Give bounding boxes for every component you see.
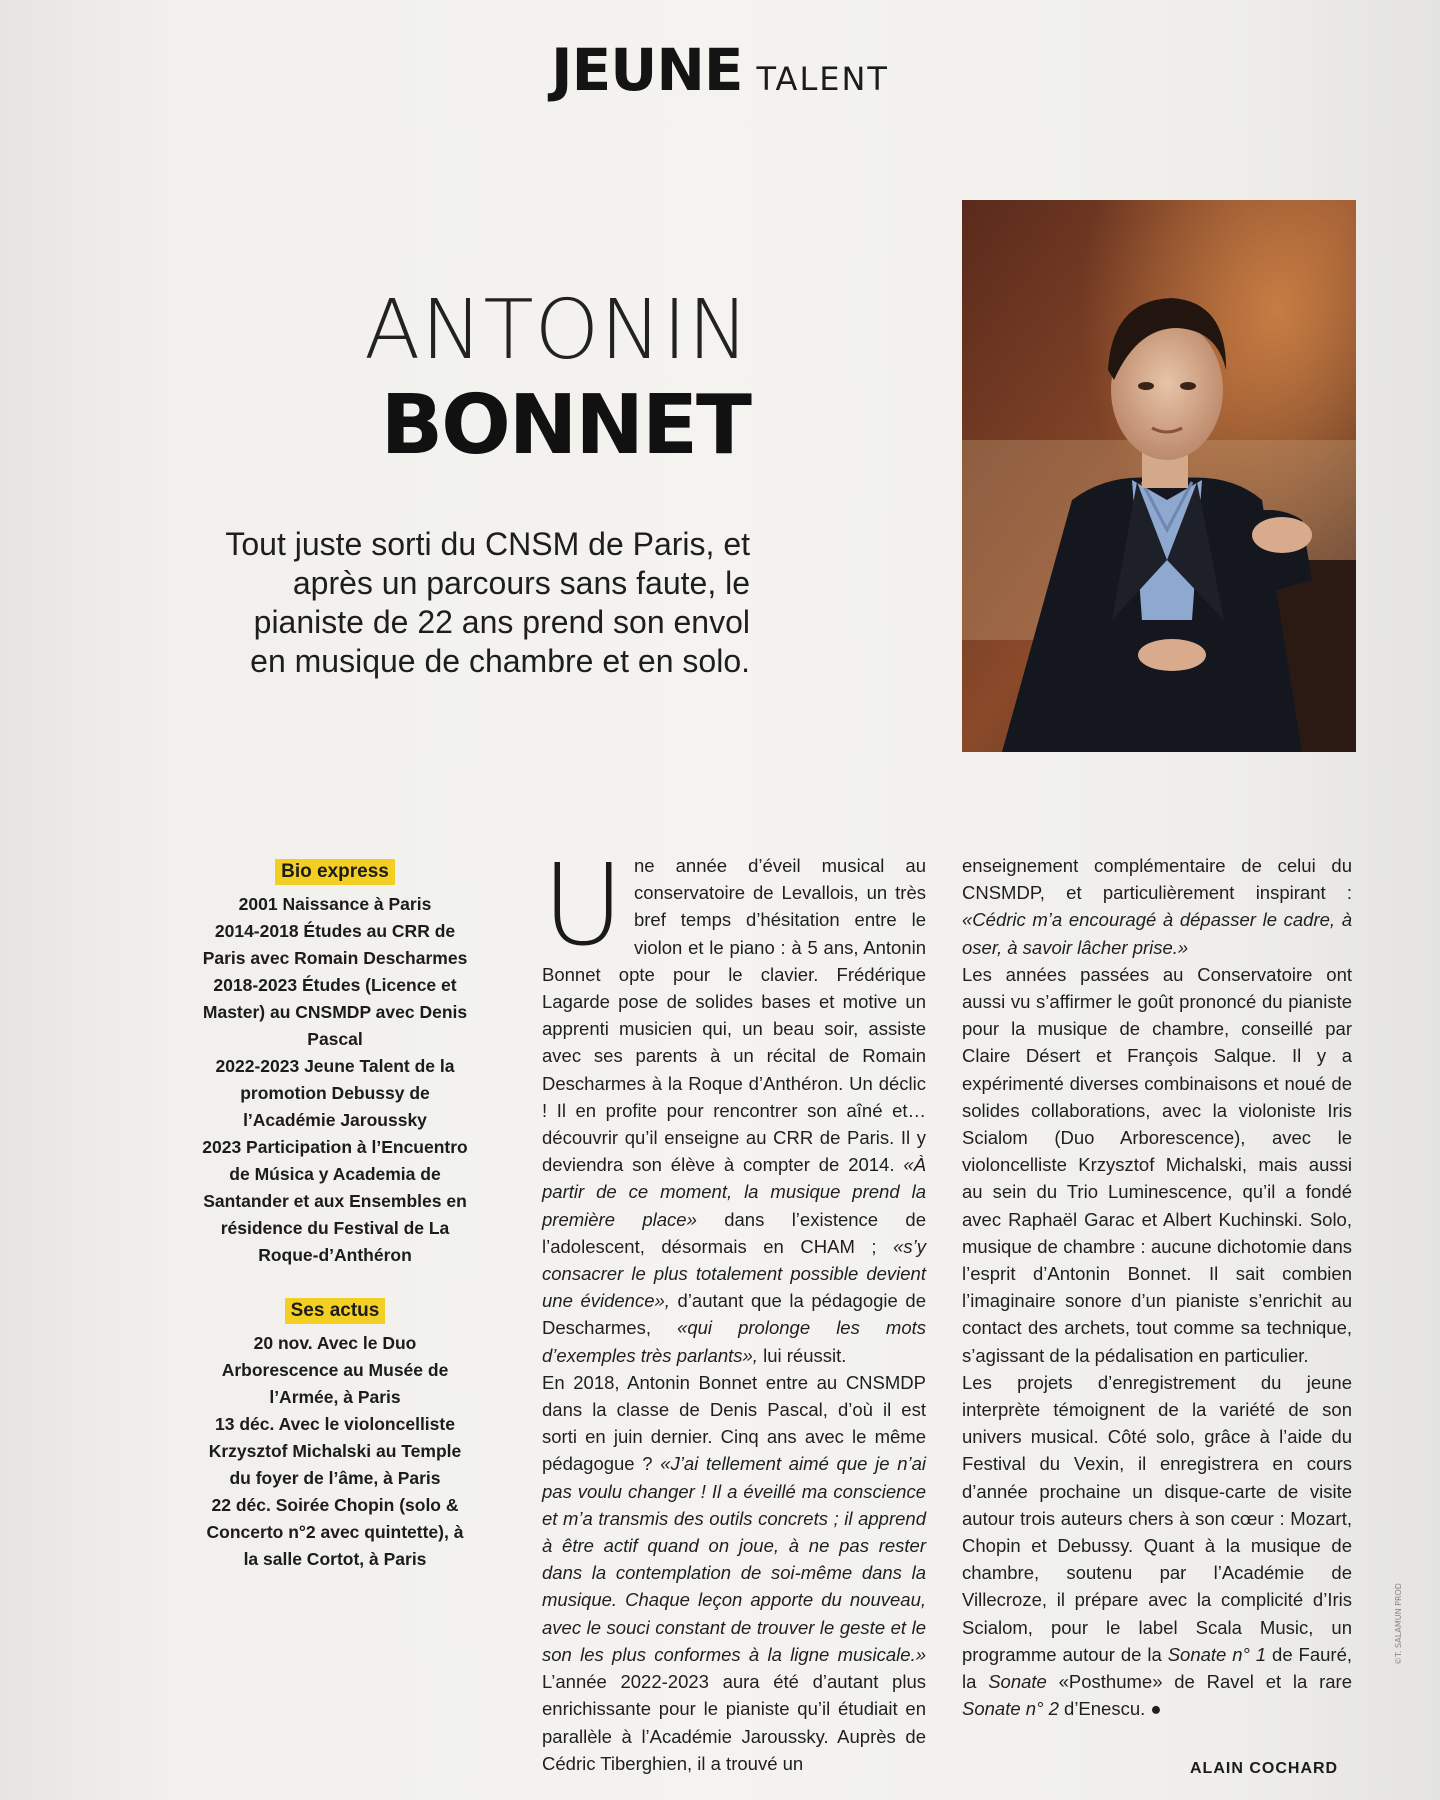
actus-line: 22 déc. Soirée Chopin (solo & Concerto n°2 avec quintette), à la salle Cortot, à Paris bbox=[206, 1495, 464, 1569]
drop-cap: U bbox=[542, 841, 624, 971]
bio-line: 2001 Naissance à Paris bbox=[238, 894, 432, 914]
article-paragraph: Une année d’éveil musical au conservatoire de Levallois, un très bref temps d’hésitation entre le violon et le piano : à 5 ans, Antonin Bonnet opte pour le clavier. Frédérique Lagarde pose de solides bases et motive un apprenti musicien qui, un beau soir, assiste avec ses parents à un récital de Romain Descharmes à la Roque d’Anthéron. Un déclic ! Il en profite pour rencontrer son aîné et… découvrir qu’il enseigne au CRR de Paris. Il y deviendra son élève à compter de 2014. «À partir de ce moment, la musique prend la première place» dans l’existence de l’adolescent, désormais en CHAM ; «s’y consacrer le plus totalement possible devient une évidence», d’autant que la pédagogie de Descharmes, «qui prolonge les mots d’exemples très parlants», lui réussit. bbox=[542, 841, 927, 1366]
actus-line: 20 nov. Avec le Duo Arborescence au Musée de l’Armée, à Paris bbox=[221, 1333, 449, 1407]
photo-credit: ©T. SALAMUN PROD bbox=[1394, 1583, 1403, 1665]
article-column-right bbox=[962, 852, 1352, 1723]
standfirst: Tout juste sorti du CNSM de Paris, et après un parcours sans faute, le pianiste de 22 ans prend son envol en musique de chambre et en solo. bbox=[225, 526, 750, 679]
sidebar-bio bbox=[200, 858, 470, 1573]
bio-express-heading: Bio express bbox=[275, 859, 395, 885]
bio-line: 2014-2018 Études au CRR de Paris avec Romain Descharmes bbox=[202, 921, 468, 968]
article-column-middle bbox=[542, 841, 927, 1777]
article-paragraph: Les années passées au Conservatoire ont aussi vu s’affirmer le goût prononcé du pianiste pour la musique de chambre, conseillé par Claire Désert et François Salque. Il y a expérimenté diverses combinaisons et noué de solides collaborations, avec la violoniste Iris Scialom (Duo Arborescence), avec le violoncelliste Krzysztof Michalski, mais aussi au sein du Trio Luminescence, qu’il a fondé avec Raphaël Garac et Albert Kuchinski. Solo, musique de chambre : aucune dichotomie dans l’esprit d’Antonin Bonnet. Il sait combien l’imaginaire sonore d’un pianiste s’enrichit au contact des archets, tout comme sa technique, s’agissant de la pédalisation en particulier. bbox=[962, 963, 1352, 1366]
article-paragraph: En 2018, Antonin Bonnet entre au CNSMDP dans la classe de Denis Pascal, d’où il est sorti en juin dernier. Cinq ans avec le même pédagogue ? «J’ai tellement aimé que je n’ai pas voulu changer ! Il a éveillé ma conscience et m’a transmis des outils concrets ; il apprend à être actif quand on joue, à ne pas rester dans la contemplation de soi-même dans la musique. Chaque leçon apporte du nouveau, avec le souci constant de trouver le geste et le son les plus conformes à la ligne musicale.» L’année 2022-2023 aura été d’autant plus enrichissante pour le pianiste qu’il étudiait en parallèle à l’Académie Jaroussky. Auprès de Cédric Tiberghien, il a trouvé un bbox=[542, 1371, 927, 1774]
portrait-photo bbox=[962, 200, 1356, 752]
bio-line: 2023 Participation à l’Encuentro de Música y Academia de Santander et aux Ensembles en résidence du Festival de La Roque-d’Anthéron bbox=[202, 1137, 468, 1265]
section-title-bold: JEUNE bbox=[551, 36, 743, 104]
title-last-name: BONNET bbox=[380, 378, 750, 473]
title-first-name: ANTONIN bbox=[364, 283, 750, 378]
bio-line: 2018-2023 Études (Licence et Master) au CNSMDP avec Denis Pascal bbox=[202, 975, 468, 1049]
author-byline: ALAIN COCHARD bbox=[1190, 1760, 1339, 1777]
bio-line: 2022-2023 Jeune Talent de la promotion Debussy de l’Académie Jaroussky bbox=[215, 1056, 455, 1130]
section-header bbox=[0, 36, 1440, 104]
article-paragraph: Les projets d’enregistrement du jeune interprète témoignent de la variété de son univers musical. Côté solo, grâce à l’aide du Festival du Vexin, il enregistrera en cours d’année prochaine un disque-carte de visite autour trois auteurs chers à son cœur : Mozart, Chopin et Debussy. Quant à la musique de chambre, soutenu par l’Académie de Villecroze, il prépare avec la complicité d’Iris Scialom, pour le label Scala Music, un programme autour de la Sonate n° 1 de Fauré, la Sonate «Posthume» de Ravel et la rare Sonate n° 2 d’Enescu. ● bbox=[962, 1371, 1353, 1720]
section-title-light: TALENT bbox=[756, 60, 889, 98]
actus-line: 13 déc. Avec le violoncelliste Krzysztof Michalski au Temple du foyer de l’âme, à Paris bbox=[208, 1414, 462, 1488]
article-paragraph: enseignement complémentaire de celui du CNSMDP, et particulièrement inspirant : «Cédric m’a encouragé à dépasser le cadre, à oser, à savoir lâcher prise.» bbox=[962, 855, 1352, 958]
actus-heading: Ses actus bbox=[285, 1298, 386, 1324]
